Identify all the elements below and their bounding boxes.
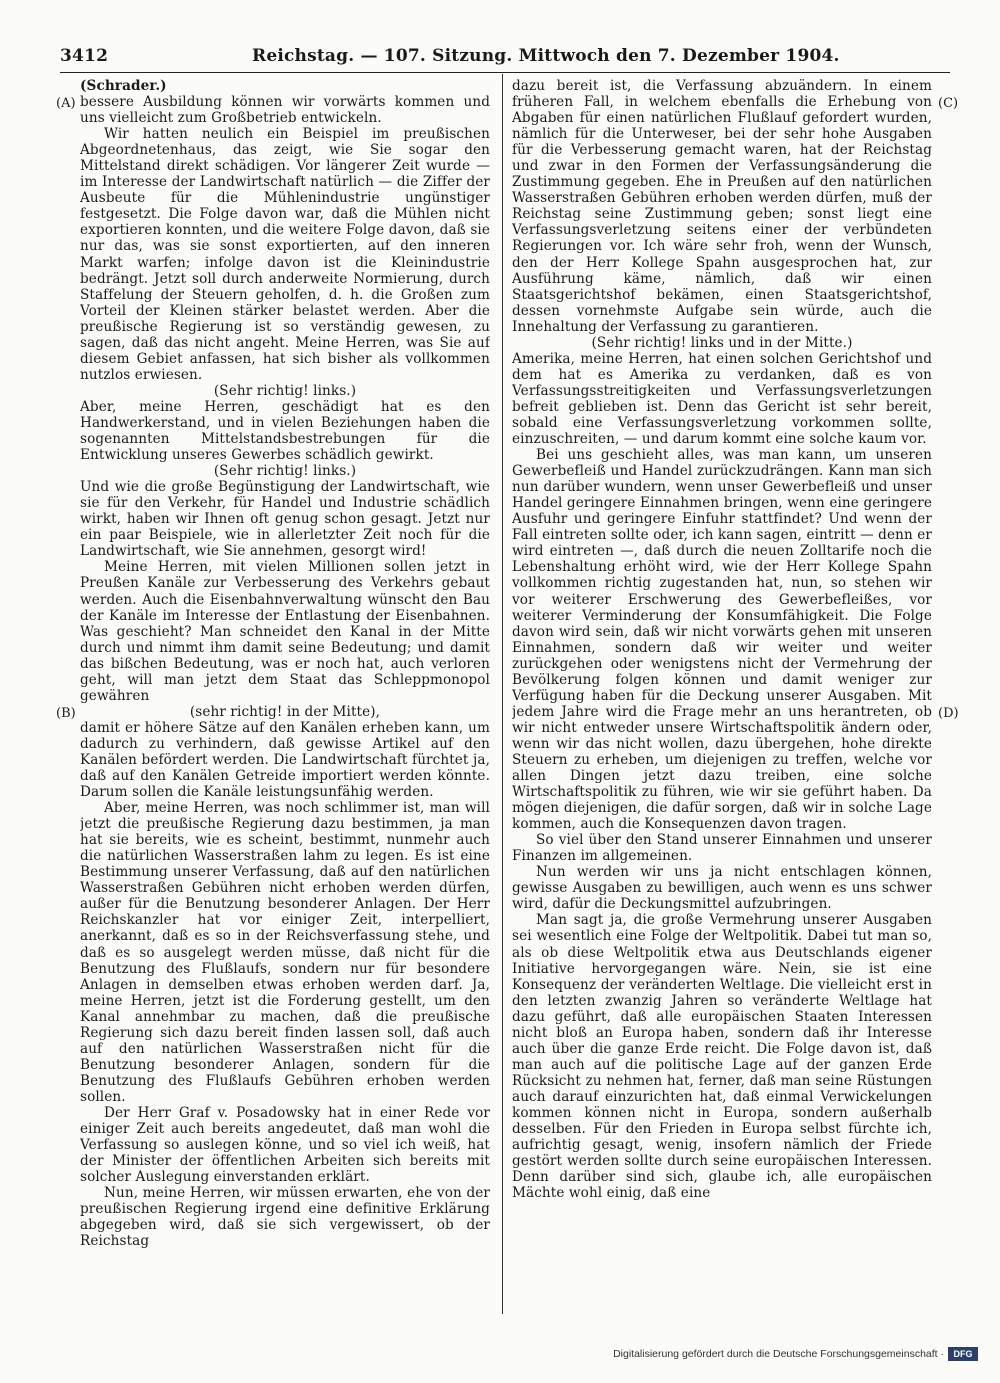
footer-text: Digitalisierung gefördert durch die Deutsche Forschungsgemeinschaft · <box>613 1348 944 1360</box>
paragraph: Amerika, meine Herren, hat einen solchen Gerichtshof und dem hat es Amerika zu verdanken, daß es von Verfassungsstreitigkeiten und Verfassungsverletzungen befreit geblieben ist. Denn das Gericht ist sehr bereit, sobald eine Verfassungsverletzung vorkommen sollte, einzuschreiten, — und darum kommt eine solche kaum vor. <box>512 350 932 448</box>
header-rule <box>60 72 950 73</box>
right-column <box>512 78 932 1318</box>
margin-mark-a: (A) <box>56 96 76 111</box>
margin-mark-d: (D) <box>938 706 959 721</box>
paragraph: Aber, meine Herren, geschädigt hat es den Handwerkerstand, und in vielen Beziehungen haben die sogenannten Mittelstandsbestrebungen für die Entwicklung unseres Gewerbes schädlich gewirkt. <box>80 398 490 464</box>
paragraph: Meine Herren, mit vielen Millionen sollen jetzt in Preußen Kanäle zur Verbesserung des Verkehrs gebaut werden. Auch die Eisenbahnverwaltung wünscht den Bau der Kanäle im Interesse der Entlastung der Eisenbahnen. Was geschieht? Man schneidet den Kanal in der Mitte durch und nimmt ihm damit seine Bedeutung; und damit das bißchen Bedeutung, was er noch hat, auch verloren geht, will man jetzt dem Staat das Schleppmonopol gewähren <box>80 559 490 704</box>
paragraph: damit er höhere Sätze auf den Kanälen erheben kann, um dadurch zu verhindern, daß gewisse Artikel auf den Kanälen befördert werden. Die Landwirtschaft fürchtet ja, daß auf den Kanälen Getreide importiert werden könnte. Darum sollen die Kanäle leistungsunfähig werden. <box>80 719 490 801</box>
paragraph: Man sagt ja, die große Vermehrung unserer Ausgaben sei wesentlich eine Folge der Weltpolitik. Dabei tut man so, als ob diese Weltpolitik etwa aus Deutschlands eigener Initiative hervorgegangen wäre. Nein, sie ist eine Konsequenz der veränderten Weltlage. Die vielleicht erst in den letzten zwanzig Jahren so veränderte Weltlage hat dazu geführt, daß alle europäischen Staaten Interessen nicht bloß an Europa haben, sondern daß ihr Interesse auch über die ganze Erde reicht. Die Folge davon ist, daß man auch auf die politische Lage auf der ganzen Erde Rücksicht zu nehmen hat, ferner, daß man seine Rüstungen auch darauf einzurichten hat, daß einmal Verwickelungen kommen können nicht in Europa, sondern außerhalb desselben. Für den Frieden in Europa selbst fürchte ich, aufrichtig gesagt, wenig, insofern nämlich der Friede gestört werden sollte durch seine europäischen Interessen. Denn darüber sind sich, glaube ich, alle europäischen Mächte wohl einig, daß eine <box>512 912 932 1202</box>
paragraph: Wir hatten neulich ein Beispiel im preußischen Abgeordnetenhaus, das zeigt, wie Sie sogar den Mittelstand direkt schädigen. Vor längerer Zeit wurde — im Interesse der Landwirtschaft natürlich — die Ziffer der Ausbeute für die Mühlenindustrie ungünstiger festgesetzt. Die Folge davon war, daß die Mühlen nicht exportieren konnten, und die weitere Folge davon, daß sie nur das, was sie sonst exportierten, auf den inneren Markt warfen; infolge davon ist die Kleinindustrie bedrängt. Jetzt soll durch anderweite Normierung, durch Staffelung der Steuern geholfen, d. h. die Großen zum Vorteil der Kleinen stärker belastet werden. Aber die preußische Regierung ist so verständig gewesen, zu sagen, daß das nicht angeht. Meine Herren, was Sie auf diesem Gebiet anfassen, hat sich bisher als vollkommen nutzlos erwiesen. <box>80 126 490 383</box>
dfg-logo-icon: DFG <box>948 1347 978 1361</box>
page-number: 3412 <box>60 46 109 66</box>
paragraph: Der Herr Graf v. Posadowsky hat in einer Rede vor einiger Zeit auch bereits angedeutet, daß man wohl die Verfassung so auslegen könne, und so viel ich weiß, hat der Minister der öffentlichen Arbeiten sich bereits mit solcher Auslegung einverstanden erklärt. <box>80 1105 490 1186</box>
paragraph: Nun, meine Herren, wir müssen erwarten, ehe von der preußischen Regierung irgend eine definitive Erklärung abgegeben wird, daß sie sich vergewissert, ob der Reichstag <box>80 1185 490 1250</box>
column-divider <box>502 74 503 1314</box>
paragraph: Und wie die große Begünstigung der Landwirtschaft, wie sie für den Verkehr, für Handel und Industrie schädlich wirkt, haben wir Ihnen oft genug schon gesagt. Jetzt nur ein paar Beispiele, wie in allerletzter Zeit noch für die Landwirtschaft, wie Sie annehmen, gesorgt wird! <box>80 479 490 560</box>
paragraph: bessere Ausbildung können wir vorwärts kommen und uns vielleicht zum Großbetrieb entwickeln. <box>80 94 490 127</box>
page-header <box>60 44 950 70</box>
speaker-name: (Schrader.) <box>80 78 167 94</box>
interjection: (sehr richtig! in der Mitte), <box>189 703 381 720</box>
interjection: (Sehr richtig! links und in der Mitte.) <box>591 334 853 351</box>
paragraph: Nun werden wir uns ja nicht entschlagen können, gewisse Ausgaben zu bewilligen, auch wenn es uns schwer wird, dafür die Deckungsmittel aufzubringen. <box>512 864 932 913</box>
paragraph: Aber, meine Herren, was noch schlimmer ist, man will jetzt die preußische Regierung dazu bestimmen, ja man hat sie bereits, wie es scheint, bestimmt, nunmehr auch die natürlichen Wasserstraßen lahm zu legen. Es ist eine Bestimmung unserer Verfassung, daß auf den natürlichen Wasserstraßen Gebühren nicht erhoben werden dürfen, außer für die Benutzung besonderer Anlagen. Der Herr Reichskanzler hat vor einiger Zeit, interpelliert, anerkannt, daß es so in der Reichsverfassung stehe, und daß es so ausgelegt werden müsse, daß nicht für die Benutzung des Flußlaufs, sondern nur für besondere Anlagen in demselben etwas erhoben werden darf. Ja, meine Herren, jetzt ist die Forderung gestellt, um den Kanal annehmbar zu machen, daß die preußische Regierung sich dazu bereit finden lassen soll, daß auch auf den natürlichen Wasserstraßen nicht für die Benutzung besonderer Anlagen, sondern für die Benutzung des Flußlaufs Gebühren erhoben werden sollen. <box>80 800 490 1105</box>
interjection: (Sehr richtig! links.) <box>213 382 357 399</box>
interjection: (Sehr richtig! links.) <box>213 463 357 480</box>
margin-mark-b: (B) <box>56 706 76 721</box>
margin-mark-c: (C) <box>938 96 959 111</box>
paragraph: dazu bereit ist, die Verfassung abzuändern. In einem früheren Fall, in welchem ebenfalls die Erhebung von Abgaben für einen natürlichen Flußlauf gefordert wurden, nämlich für die Unterweser, bei der sehr hohe Ausgaben für die Verbesserung gemacht waren, hat der Reichstag und zwar in den Formen der Verfassungsänderung die Zustimmung gegeben. Ehe in Preußen auf den natürlichen Wasserstraßen Gebühren erhoben werden dürfen, muß der Reichstag seine Zustimmung geben; sonst liegt eine Verfassungsverletzung seitens einer der verbündeten Regierungen vor. Ich wäre sehr froh, wenn der Wunsch, den der Herr Kollege Spahn ausgesprochen hat, zur Ausführung käme, nämlich, daß wir einen Staatsgerichtshof bekämen, einen Staatsgerichtshof, dessen vornehmste Aufgabe sein würde, auch die Innehaltung der Verfassung zu garantieren. <box>512 78 932 335</box>
paragraph: So viel über den Stand unserer Einnahmen und unserer Finanzen im allgemeinen. <box>512 832 932 865</box>
paragraph: Bei uns geschieht alles, was man kann, um unseren Gewerbefleiß und Handel zurückzudrängen. Kann man sich nun darüber wundern, wenn unser Gewerbefleiß und unser Handel geringere Einnahmen bringen, wenn eine geringere Ausfuhr und geringere Einfuhr stattfindet? Und wenn der Fall eintreten sollte oder, ich kann sagen, eintritt — denn er wird eintreten —, daß durch die neuen Zolltarife noch die Lebenshaltung erhöht wird, wie der Herr Kollege Spahn vollkommen richtig zugestanden hat, nun, so stehen wir vor weiterer Erschwerung des Gewerbefleißes, vor weiterer Verminderung der Konsumfähigkeit. Die Folge davon wird sein, daß wir nicht vorwärts gehen mit unseren Einnahmen, sondern daß wir weiter und weiter zurückgehen oder wenigstens nicht der Vermehrung der Bevölkerung folgen können und damit weniger zur Verfügung haben für die Deckung unserer Ausgaben. Mit jedem Jahre wird die Frage mehr an uns herantreten, ob wir nicht entweder unsere Wirtschaftspolitik ändern oder, wenn wir das nicht wollen, dazu übergehen, hohe direkte Steuern zu erheben, um diejenigen zu treffen, welche vor allen Dingen jetzt dazu treiben, eine solche Wirtschaftspolitik zu führen, wie wir sie geführt haben. Da mögen diejenigen, die dafür sorgen, daß wir in solche Lage kommen, auch die Konsequenzen davon tragen. <box>512 447 932 833</box>
footer-credit <box>613 1346 978 1362</box>
running-title: Reichstag. — 107. Sitzung. Mittwoch den 7. Dezember 1904. <box>252 46 840 66</box>
left-column <box>80 78 490 1318</box>
